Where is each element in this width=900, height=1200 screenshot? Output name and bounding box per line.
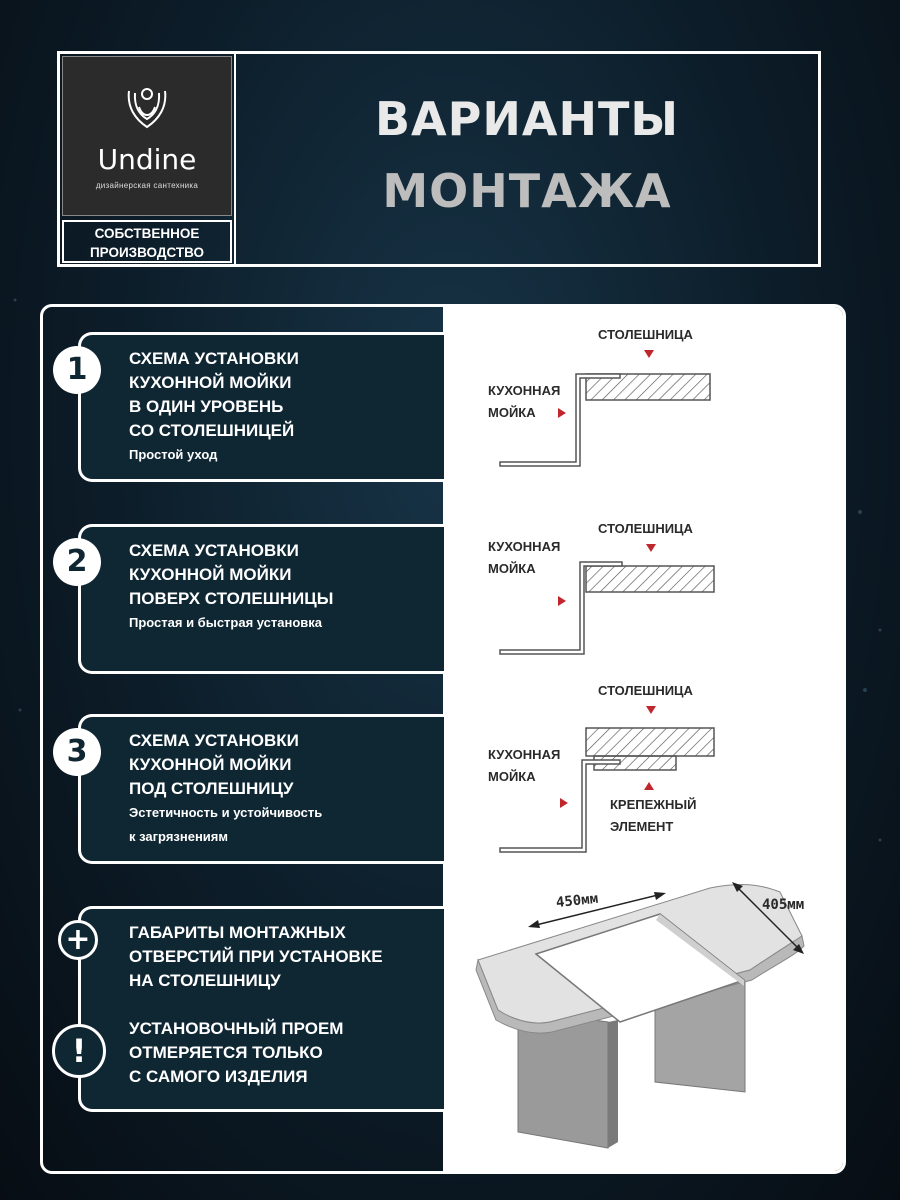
sink-label-line: КУХОННАЯ [488, 539, 561, 554]
warning-text [129, 1017, 343, 1089]
option-title-line: КУХОННОЙ МОЙКИ [129, 565, 292, 584]
sink-label-line: КУХОННАЯ [488, 383, 561, 398]
option-subtitle [129, 611, 322, 635]
countertop-label: СТОЛЕШНИЦА [598, 327, 693, 342]
number-badge-2: 2 [53, 538, 101, 586]
red-arrow-icon [644, 350, 654, 358]
sink-label-line: МОЙКА [488, 405, 536, 420]
header-divider [234, 54, 236, 264]
sink-label-line: МОЙКА [488, 561, 536, 576]
dimensions-title-line: ГАБАРИТЫ МОНТАЖНЫХ [129, 923, 346, 942]
page-title-line1: ВАРИАНТЫ [374, 92, 679, 146]
warning-text-line: УСТАНОВОЧНЫЙ ПРОЕМ [129, 1019, 344, 1038]
sink-label [488, 380, 560, 424]
warning-text-line: С САМОГО ИЗДЕЛИЯ [129, 1067, 308, 1086]
option-title-line: СХЕМА УСТАНОВКИ [129, 731, 299, 750]
option-subtitle [129, 801, 322, 849]
option-subtitle-line: Простой уход [129, 447, 218, 462]
countertop-label: СТОЛЕШНИЦА [598, 683, 693, 698]
option-title-line: ПОД СТОЛЕШНИЦУ [129, 779, 294, 798]
number-badge-3: 3 [53, 728, 101, 776]
option-subtitle-line: Эстетичность и устойчивость [129, 805, 323, 820]
red-arrow-icon [646, 544, 656, 552]
dimensions-title-line: НА СТОЛЕШНИЦУ [129, 971, 281, 990]
option-title [129, 539, 333, 611]
option-title-line: СХЕМА УСТАНОВКИ [129, 541, 299, 560]
option-title-line: ПОВЕРХ СТОЛЕШНИЦЫ [129, 589, 334, 608]
option-title [129, 729, 299, 801]
plus-icon: + [58, 920, 98, 960]
option-title-line: В ОДИН УРОВЕНЬ [129, 397, 284, 416]
option-title-line: СО СТОЛЕШНИЦЕЙ [129, 421, 295, 440]
red-arrow-icon [558, 596, 566, 606]
brand-tagline: дизайнерская сантехника [95, 181, 199, 190]
option-subtitle-line: к загрязнениям [129, 829, 228, 844]
dimensions-title-line: ОТВЕРСТИЙ ПРИ УСТАНОВКЕ [129, 947, 383, 966]
lotus-hands-icon [123, 85, 171, 133]
own-production-line: СОБСТВЕННОЕ [94, 226, 200, 241]
warning-icon: ! [52, 1024, 106, 1078]
option-card-3 [78, 714, 444, 864]
sink-label-line: МОЙКА [488, 769, 536, 784]
sink-label-line: КУХОННАЯ [488, 747, 561, 762]
header [57, 51, 821, 267]
warning-text-line: ОТМЕРЯЕТСЯ ТОЛЬКО [129, 1043, 323, 1062]
red-arrow-icon [644, 782, 654, 790]
fastener-label [610, 794, 697, 838]
red-arrow-icon [560, 798, 568, 808]
brand-logo [62, 56, 232, 216]
number-badge-1: 1 [53, 346, 101, 394]
option-title-line: КУХОННОЙ МОЙКИ [129, 373, 292, 392]
own-production-line: ПРОИЗВОДСТВО [89, 245, 205, 260]
option-card-2 [78, 524, 444, 674]
option-subtitle [129, 443, 217, 467]
own-production-badge [62, 220, 232, 263]
sink-label [488, 744, 560, 788]
width-dimension-label: 450мм [555, 890, 599, 912]
sink-label [488, 536, 560, 580]
depth-dimension-label: 405мм [762, 897, 805, 913]
dimensions-title [129, 921, 383, 993]
option-title [129, 347, 299, 443]
fastener-label-line: КРЕПЕЖНЫЙ [610, 797, 697, 812]
page-title-line2: МОНТАЖА [382, 164, 672, 218]
fastener-label-line: ЭЛЕМЕНТ [610, 819, 674, 834]
brand-name: Undine [97, 143, 197, 176]
option-title-line: КУХОННОЙ МОЙКИ [129, 755, 292, 774]
info-card [78, 906, 444, 1112]
red-arrow-icon [646, 706, 656, 714]
option-title-line: СХЕМА УСТАНОВКИ [129, 349, 299, 368]
option-card-1 [78, 332, 444, 482]
option-subtitle-line: Простая и быстрая установка [129, 615, 323, 630]
countertop-label: СТОЛЕШНИЦА [598, 521, 693, 536]
